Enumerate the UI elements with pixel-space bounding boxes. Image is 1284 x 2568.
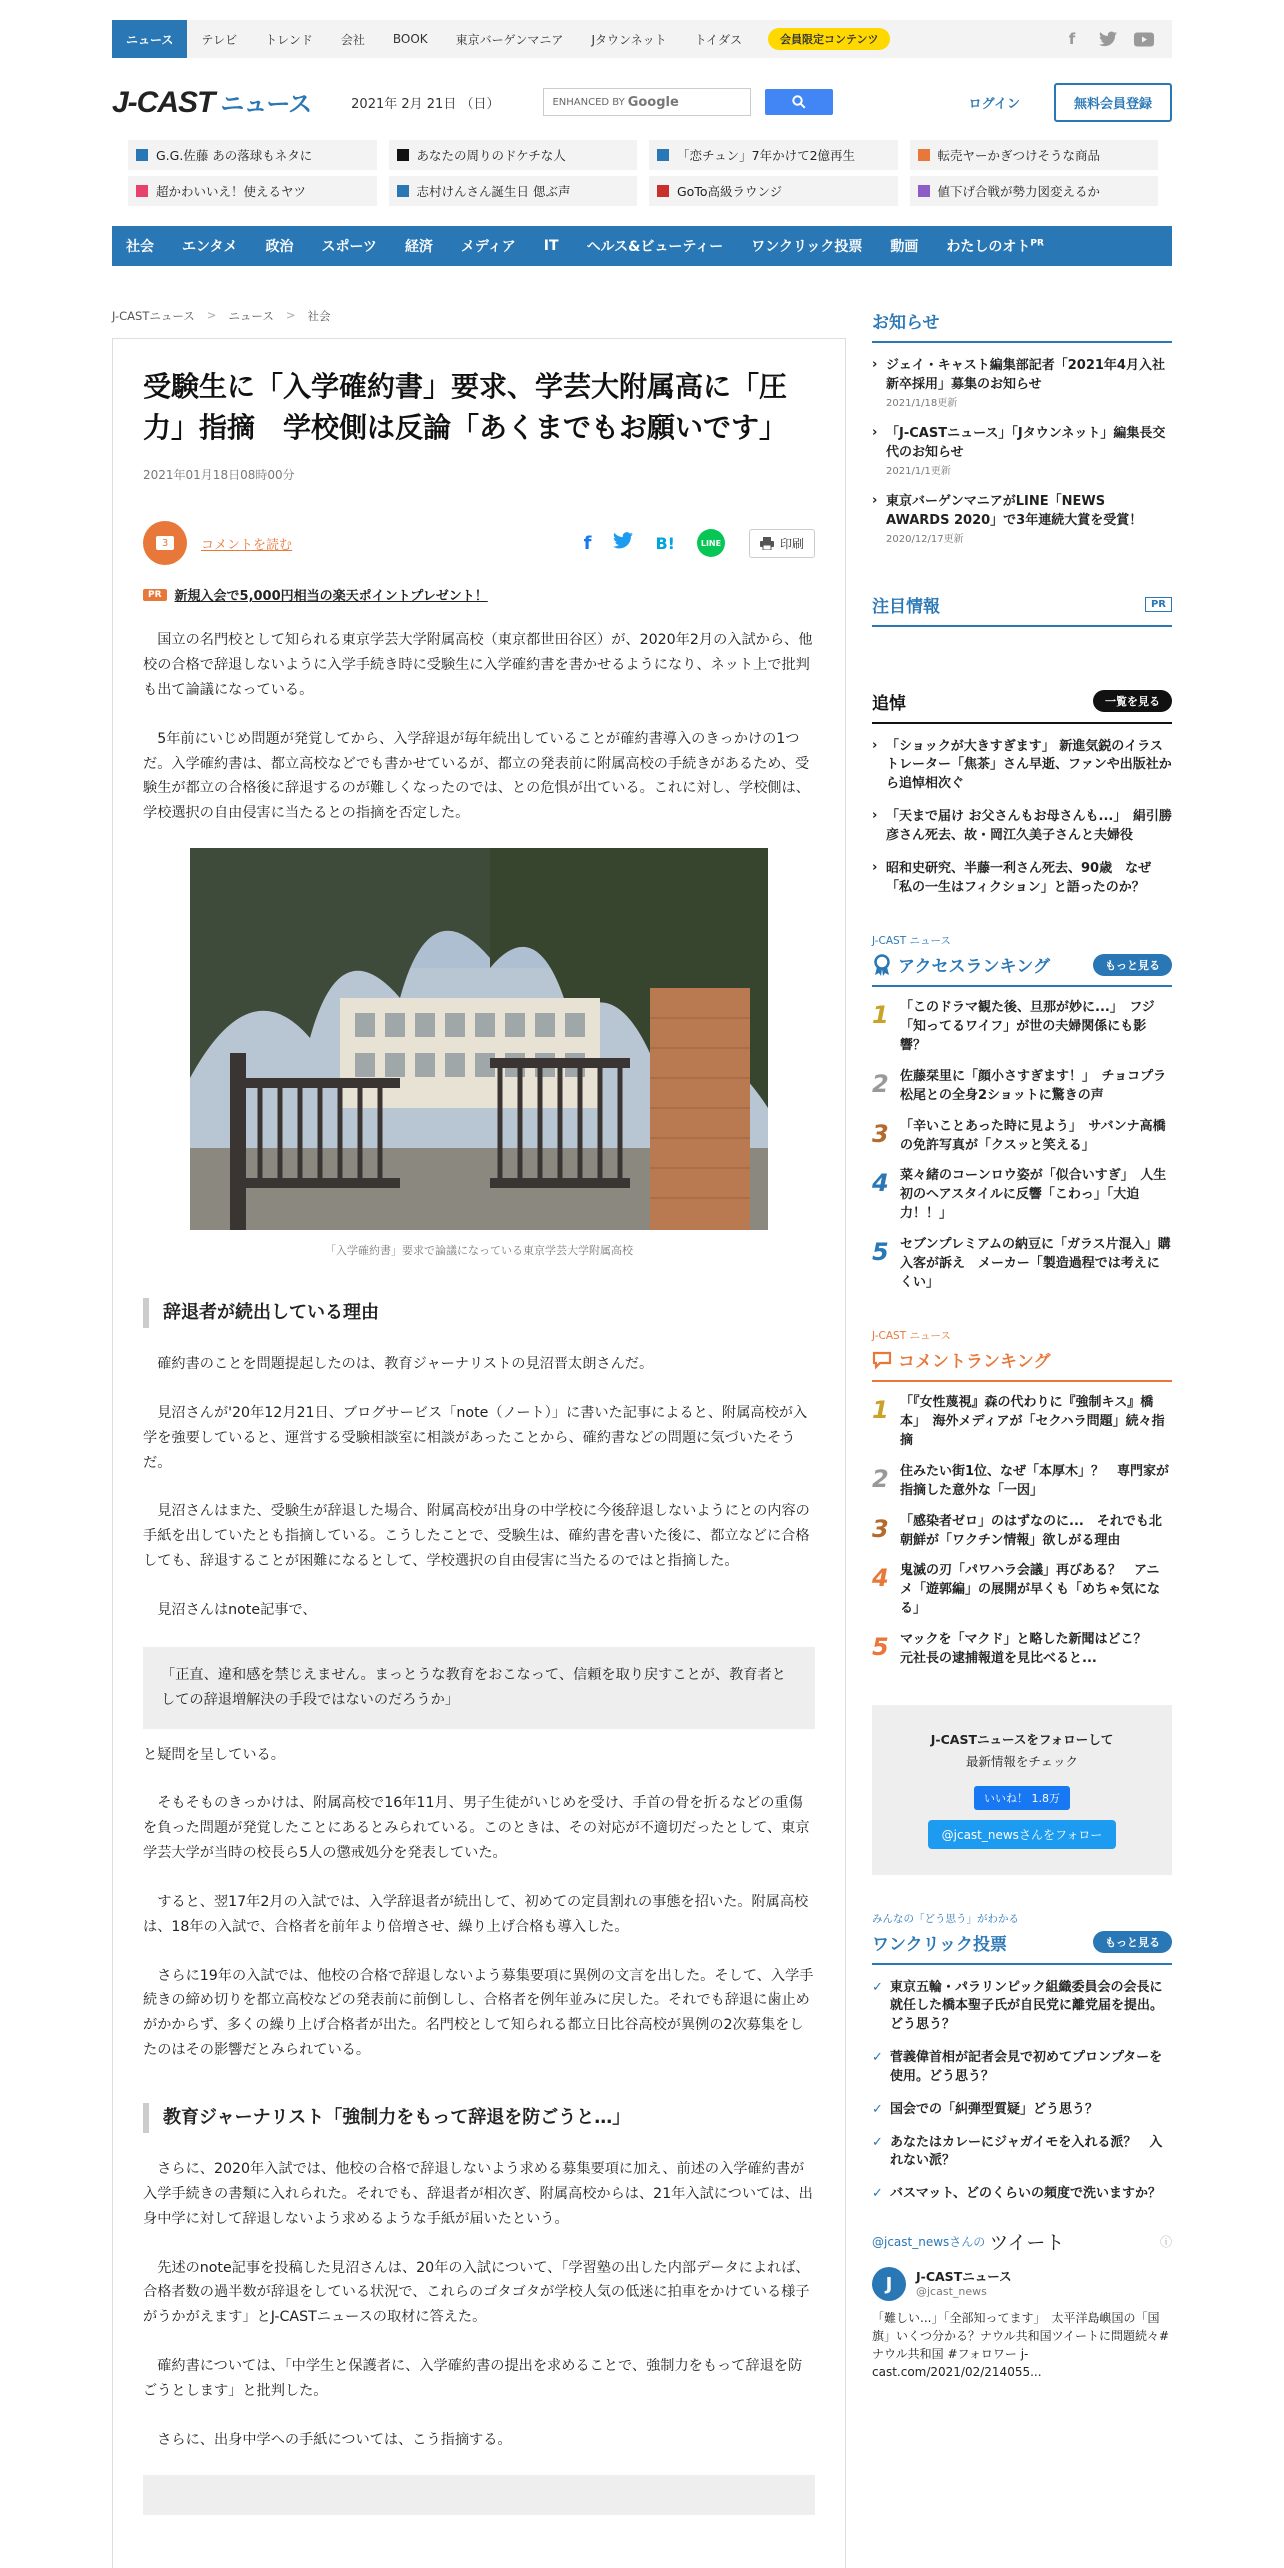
article-photo — [190, 848, 768, 1230]
follow-box — [872, 1705, 1172, 1875]
nav-watashi-no-oto[interactable]: わたしのオト$^{PR}$ — [946, 238, 1044, 255]
topnav-bargain[interactable]: 東京バーゲンマニア — [455, 32, 564, 47]
topnav-jtown[interactable]: Jタウンネット — [591, 32, 667, 47]
poll-item[interactable]: ✓ あなたはカレーにジャガイモを入れる派？ 入れない派？ — [872, 2134, 1172, 2172]
nav-media[interactable]: メディア — [460, 239, 516, 255]
hatena-bookmark-icon[interactable]: B! — [655, 533, 675, 553]
topic-marker — [657, 149, 669, 161]
tweet-author: J-CASTニュース — [916, 2269, 1012, 2285]
featured-heading: 注目情報 PR — [872, 592, 1172, 627]
ranking-item[interactable]: 2 佐藤栞里に「顔小さすぎます！」 チョコプラ松尾との全身2ショットに驚きの声 — [872, 1068, 1172, 1106]
category-nav — [112, 226, 1172, 266]
share-icons — [584, 529, 725, 557]
site-header — [112, 78, 1172, 126]
blockquote: 「正直、違和感を禁じえません。まっとうな教育をおこなって、信頼を取り戻すことが、教育者としての辞退増解決の手段ではないのだろうか」 — [143, 1647, 815, 1729]
tweets-heading: @jcast_newsさんの ツイート ⓘ — [872, 2232, 1172, 2255]
notice-item[interactable]: › 「J-CASTニュース」「Jタウンネット」編集長交代のお知らせ 2021/1/1更新 — [872, 425, 1172, 479]
pr-badge: PR — [143, 589, 167, 601]
rank-number: 3 — [872, 1119, 889, 1148]
nav-video[interactable]: 動画 — [890, 239, 919, 255]
facebook-like-button[interactable]: いいね！ 1.8万 — [974, 1786, 1070, 1810]
article-paragraph: 見沼さんはまた、受験生が辞退した場合、附属高校が出身の中学校に今後辞退しないようにとの内容の手紙を出していたとも指摘している。こうしたことで、受験生は、確約書を書いた後に、都立などに合格しても、辞退することが困難になるとして、学校選択の自由侵害に当たるのではと指摘した。 — [143, 1503, 810, 1570]
twitter-share-icon[interactable] — [613, 532, 633, 554]
obituary-item[interactable]: › 「ショックが大きすぎます」 新進気鋭のイラストレーター「焦茶」さん早逝、ファンや出版社から追悼相次ぐ — [872, 738, 1172, 795]
article — [112, 338, 846, 2568]
search-button[interactable] — [765, 89, 833, 115]
blockquote — [143, 2475, 815, 2515]
breadcrumb-society[interactable]: 社会 — [307, 309, 331, 323]
article-paragraph: 見沼さんが'20年12月21日、ブログサービス「note（ノート）」に書いた記事によると、附属高校が入学を強要していると、運営する受験相談室に相談があったことから、確約書などの問題に気づいたそうだ。 — [143, 1404, 808, 1471]
nav-entertainment[interactable]: エンタメ — [182, 239, 238, 255]
top-bar — [112, 20, 1172, 58]
ranking-item[interactable]: 3 「感染者ゼロ」のはずなのに... それでも北朝鮮が「ワクチン情報」欲しがる理由 — [872, 1513, 1172, 1551]
photo-caption: 「入学確約書」要求で論議になっている東京学芸大学附属高校 — [325, 1244, 633, 1258]
rank-number: 2 — [872, 1070, 889, 1098]
sidebar — [872, 308, 1172, 2381]
ranking-item[interactable]: 4 菜々緒のコーンロウ姿が「似合いすぎ」 人生初のヘアスタイルに反響「こわっ」「大迫力！！」 — [872, 1167, 1172, 1224]
rank-number: 2 — [872, 1464, 889, 1493]
line-share-icon[interactable]: LINE — [697, 529, 725, 557]
member-content-button[interactable]: 会員限定コンテンツ — [768, 28, 890, 50]
rank-number: 3 — [872, 1514, 889, 1543]
article-paragraph: 確約書については、「中学生と保護者に、入学確約書の提出を求めることで、強制力をもって辞退を防ごうとします」と批判した。 — [143, 2358, 803, 2399]
rank-number: 4 — [872, 1564, 889, 1593]
site-logo[interactable]: J-CAST ニュース — [112, 86, 312, 119]
comment-count: 3 — [156, 536, 174, 550]
ranking-item[interactable]: 2 住みたい街1位、なぜ「本厚木」？ 専門家が指摘した意外な「一因」 — [872, 1463, 1172, 1501]
topic-marker — [918, 149, 930, 161]
nav-one-click-poll[interactable]: ワンクリック投票 — [751, 239, 863, 255]
twitter-icon[interactable] — [1098, 29, 1118, 49]
article-paragraph: 国立の名門校として知られる東京学芸大学附属高校（東京都世田谷区）が、2020年2月の入試から、他校の合格で辞退しないように入学手続き時に受験生に入学確約書を書かせるようになり、ネット上で批判も出て論議になっている。 — [143, 632, 813, 698]
pr-badge: PR — [1145, 597, 1172, 612]
comment-ranking-sublabel: J-CAST ニュース — [872, 1330, 951, 1343]
notice-date: 2020/12/17更新 — [886, 534, 964, 546]
twitter-follow-button[interactable]: @jcast_newsさんをフォロー — [928, 1820, 1117, 1849]
printer-icon — [760, 537, 774, 550]
nav-health-beauty[interactable]: ヘルス&ビューティー — [586, 239, 724, 255]
promo-link[interactable]: 新規入会で5,000円相当の楽天ポイントプレゼント！ — [174, 589, 488, 605]
nav-economy[interactable]: 経済 — [404, 239, 433, 255]
notice-heading: お知らせ — [872, 308, 1172, 343]
breadcrumb-home[interactable]: J-CASTニュース — [112, 309, 195, 323]
tweet-handle: @jcast_news — [916, 2285, 987, 2299]
read-comments-link[interactable]: コメントを読む — [201, 537, 293, 553]
topic-link[interactable]: あなたの周りのドケチな人 — [389, 140, 638, 170]
topic-link[interactable]: 転売ヤーかぎつけそうな商品 — [910, 140, 1159, 170]
topnav-company[interactable]: 会社 — [340, 32, 365, 47]
rank-number: 5 — [872, 1237, 889, 1266]
article-paragraph: さらに19年の入試では、他校の合格で辞退しないよう募集要項に異例の文言を出した。そして、入学手続きの締め切りを都立高校などの発表前に前倒しし、合格者を例年並みに戻した。それでも辞退に歯止めがかからず、多くの繰り上げ合格者が出た。名門校として知られる都立日比谷高校が異例の2次募集をしたのはその影響だとみられている。 — [143, 1967, 814, 2059]
topic-marker — [136, 185, 148, 197]
tweet-card[interactable] — [872, 2267, 1172, 2301]
article-paragraph: 先述のnote記事を投稿した見沼さんは、20年の入試について、「学習塾の出した内部データによれば、合格者数の過半数が辞退をしている状況で、これらのゴタゴタが学校人気の低迷に拍車をかけている様子がうかがえます」とJ-CASTニュースの取材に答えた。 — [143, 2259, 810, 2326]
top-sns-links — [1062, 29, 1172, 49]
breadcrumb — [112, 308, 331, 324]
nav-politics[interactable]: 政治 — [265, 239, 294, 255]
login-link[interactable]: ログイン — [968, 96, 1020, 112]
ranking-item[interactable]: 3 「辛いことあった時に見よう」 サバンナ高橋の免許写真が「クスッと笑える」 — [872, 1118, 1172, 1156]
topic-marker — [657, 185, 669, 197]
article-title: 受験生に「入学確約書」要求、学芸大附属高に「圧力」指摘 学校側は反論「あくまでもお願いです」 — [143, 370, 788, 444]
ranking-item[interactable]: 5 セブンプレミアムの納豆に「ガラス片混入」購入客が訴え メーカー「製造過程では考えにくい」 — [872, 1236, 1172, 1293]
topnav-tv[interactable]: テレビ — [201, 32, 238, 47]
ranking-item[interactable]: 4 鬼滅の刃「パワハラ会議」再びある？ アニメ「遊郭編」の展開が早くも「めちゃ気になる」 — [872, 1562, 1172, 1619]
avatar: J — [872, 2267, 906, 2301]
speech-bubble-icon — [872, 1351, 892, 1369]
article-paragraph: と疑問を呈している。 — [143, 1746, 285, 1763]
article-paragraph: すると、翌17年2月の入試では、入学辞退者が続出して、初めての定員割れの事態を招いた。附属高校は、18年の入試で、合格者を前年より倍増させ、繰り上げ合格も導入した。 — [143, 1893, 809, 1935]
article-date: 2021年01月18日08時00分 — [143, 468, 295, 483]
print-button[interactable]: 印刷 — [749, 529, 815, 558]
nav-it[interactable]: IT — [543, 238, 559, 254]
ribbon-icon — [872, 954, 892, 976]
topic-links — [128, 140, 1158, 206]
rank-number: 5 — [872, 1632, 889, 1661]
section-heading: 辞退者が続出している理由 — [143, 1298, 815, 1328]
topic-marker — [918, 185, 930, 197]
notice-date: 2021/1/1更新 — [886, 465, 951, 477]
topnav-news[interactable]: ニュース — [112, 20, 187, 58]
article-paragraph: さらに、出身中学への手紙については、こう指摘する。 — [157, 2431, 512, 2448]
chevron-right-icon: > — [206, 308, 217, 322]
header-date: 2021年 2月 21日 （日） — [351, 96, 500, 112]
topic-link[interactable]: 志村けんさん誕生日 偲ぶ声 — [389, 176, 638, 206]
topic-link[interactable]: 超かわいいえ！使えるヤツ — [128, 176, 377, 206]
follow-text: J-CASTニュースをフォローして 最新情報をチェック — [930, 1731, 1114, 1770]
section-heading: 教育ジャーナリスト「強制力をもって辞退を防ごうと…」 — [143, 2103, 815, 2133]
article-paragraph: 見沼さんはnote記事で、 — [157, 1602, 317, 1618]
info-icon[interactable]: ⓘ — [1159, 2235, 1172, 2250]
ranking-item[interactable]: 5 マックを「マクド」と略した新聞はどこ？ 元社長の逮捕報道を見比べると... — [872, 1631, 1172, 1669]
topic-marker — [136, 149, 148, 161]
tweet-text: 「難しい...」「全部知ってます」 太平洋島嶼国の「国旗」いくつ分かる？ナウル共和国ツイートに問題続々#ナウル共和国 #フォロワー j-cast.com/2021/02/214055... — [872, 2311, 1170, 2380]
promo-banner[interactable] — [143, 585, 815, 604]
obituary-heading: 追悼 一覧を見る — [872, 689, 1172, 724]
rank-number: 1 — [872, 1001, 889, 1030]
access-ranking-heading: アクセスランキング もっと見る — [872, 952, 1172, 987]
poll-item[interactable]: ✓ 国会での「糾弾型質疑」どう思う？ — [872, 2101, 1172, 2120]
register-button[interactable]: 無料会員登録 — [1054, 83, 1172, 122]
poll-more-button[interactable]: もっと見る — [1093, 1931, 1172, 1953]
topic-link[interactable]: GoTo高級ラウンジ — [649, 176, 898, 206]
poll-item[interactable]: ✓ バスマット、どのくらいの頻度で洗いますか？ — [872, 2185, 1172, 2204]
comment-count-badge[interactable] — [143, 521, 187, 565]
share-bar — [143, 521, 815, 565]
nav-sports[interactable]: スポーツ — [321, 239, 377, 255]
youtube-icon[interactable] — [1134, 29, 1154, 49]
breadcrumb-news[interactable]: ニュース — [228, 309, 274, 323]
facebook-icon[interactable]: f — [1068, 30, 1076, 48]
ranking-item[interactable]: 1 「『女性蔑視』森の代わりに『強制キス』橋本」 海外メディアが「セクハラ問題」続々指摘 — [872, 1394, 1172, 1451]
poll-sublabel: みんなの「どう思う」がわかる — [872, 1912, 1019, 1925]
topnav-toidas[interactable]: トイダス — [694, 32, 743, 47]
search-icon — [792, 95, 806, 109]
nav-society[interactable]: 社会 — [126, 239, 154, 255]
poll-heading: ワンクリック投票 もっと見る — [872, 1930, 1172, 1965]
facebook-share-icon[interactable]: f — [583, 532, 592, 554]
comment-ranking-heading: コメントランキング — [872, 1347, 1172, 1382]
article-paragraph: そもそものきっかけは、附属高校で16年11月、男子生徒がいじめを受け、手首の骨を折るなどの重傷を負った問題が発覚したことにあるとみられている。このときは、その対応が不適切だったとして、東京学芸大学が当時の校長ら5人の懲戒処分を発表していた。 — [143, 1795, 810, 1862]
ranking-item[interactable]: 1 「このドラマ観た後、旦那が妙に...」 フジ「知ってるワイフ」が世の夫婦関係にも影響？ — [872, 999, 1172, 1056]
poll-item[interactable]: ✓ 東京五輪・パラリンピック組織委員会の会長に就任した橋本聖子氏が自民党に離党届を提出。どう思う？ — [872, 1979, 1172, 2036]
topic-marker — [397, 149, 409, 161]
topnav-trend[interactable]: トレンド — [265, 32, 313, 47]
topic-link[interactable]: 値下げ合戦が勢力図変えるか — [910, 176, 1159, 206]
notice-item[interactable]: › ジェイ・キャスト編集部記者「2021年4月入社新卒採用」募集のお知らせ 2021/1/18更新 — [872, 357, 1172, 411]
chevron-right-icon: > — [285, 308, 296, 322]
obituary-item[interactable]: › 昭和史研究、半藤一利さん死去、90歳 なぜ「私の一生はフィクション」と語ったのか？ — [872, 860, 1172, 898]
article-paragraph: 5年前にいじめ問題が発覚してから、入学辞退が毎年続出していることが確約書導入のきっかけの1つだ。入学確約書は、都立高校などでも書かせているが、都立の発表前に附属高校の手続きがあるため、受験生が都立の合格後に辞退するのが難しくなったのでは、との危惧が出ている。これに対し、学校側は、学校選択の自由侵害に当たるとの指摘を否定した。 — [143, 730, 810, 822]
notice-item[interactable]: › 東京バーゲンマニアがLINE「NEWS AWARDS 2020」で3年連続大賞を受賞！ 2020/12/17更新 — [872, 493, 1172, 547]
rank-number: 1 — [872, 1396, 889, 1425]
access-ranking-more-button[interactable]: もっと見る — [1093, 954, 1172, 976]
topic-marker — [397, 185, 409, 197]
notice-date: 2021/1/18更新 — [886, 397, 958, 409]
obituary-more-button[interactable]: 一覧を見る — [1093, 690, 1172, 712]
nav-pr-label: PR — [1030, 238, 1044, 249]
rank-number: 4 — [872, 1169, 889, 1198]
topnav-book[interactable]: BOOK — [392, 32, 428, 46]
article-paragraph: さらに、2020年入試では、他校の合格で辞退しないよう求める募集要項に加え、前述の入学確約書が入学手続きの書類に入れられた。それでも、辞退者が相次ぎ、附属高校からは、21年入試については、出身中学に対して辞退しないよう求めるような手紙が届いたという。 — [143, 2160, 813, 2227]
article-paragraph: 確約書のことを問題提起したのは、教育ジャーナリストの見沼晋太朗さんだ。 — [157, 1356, 654, 1373]
search-input[interactable]: ENHANCED BY Google — [543, 88, 751, 116]
access-ranking-sublabel: J-CAST ニュース — [872, 935, 951, 948]
poll-item[interactable]: ✓ 菅義偉首相が記者会見で初めてプロンプターを使用。どう思う？ — [872, 2049, 1172, 2087]
topic-link[interactable]: G.G.佐藤 あの落球もネタに — [128, 140, 377, 170]
topic-link[interactable]: 「恋チュン」7年かけて2億再生 — [649, 140, 898, 170]
obituary-item[interactable]: › 「天まで届け お父さんもお母さんも...」 絹引勝彦さん死去、故・岡江久美子さんと夫婦役 — [872, 808, 1172, 846]
